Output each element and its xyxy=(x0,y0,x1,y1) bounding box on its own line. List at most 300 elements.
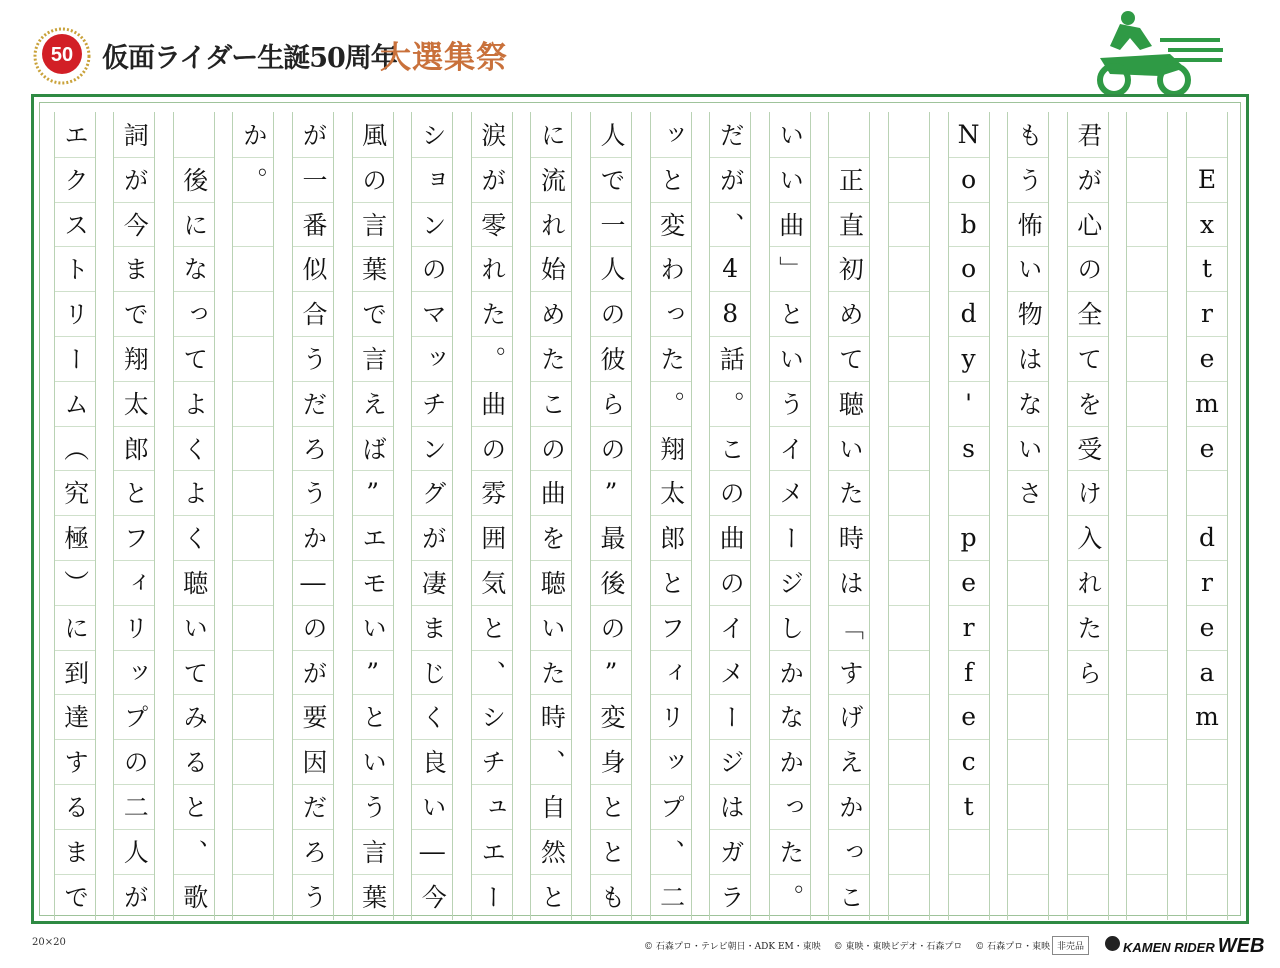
manuscript-cell xyxy=(1008,739,1048,783)
manuscript-cell xyxy=(1008,784,1048,828)
manuscript-cell: 流 xyxy=(531,157,571,201)
manuscript-cell xyxy=(233,784,273,828)
manuscript-cell: い xyxy=(829,426,869,470)
manuscript-cell xyxy=(233,381,273,425)
manuscript-cell: と xyxy=(174,784,214,828)
manuscript-cell: で xyxy=(114,291,154,335)
manuscript-cell xyxy=(1127,694,1167,738)
manuscript-cell: エ xyxy=(353,515,393,559)
manuscript-cell: か xyxy=(770,739,810,783)
manuscript-cell: s xyxy=(949,426,989,470)
manuscript-cell xyxy=(889,605,929,649)
manuscript-cell: ン xyxy=(412,426,452,470)
manuscript-cell: 究 xyxy=(55,470,95,514)
manuscript-cell: 聴 xyxy=(829,381,869,425)
manuscript-cell: 風 xyxy=(358,121,388,147)
manuscript-cell xyxy=(889,694,929,738)
manuscript-cell: N xyxy=(954,119,984,149)
manuscript-cell xyxy=(1187,739,1227,783)
manuscript-column xyxy=(1126,112,1168,920)
manuscript-cell xyxy=(233,605,273,649)
manuscript-cell xyxy=(1068,829,1108,873)
manuscript-cell: な xyxy=(174,246,214,290)
manuscript-cell xyxy=(1127,784,1167,828)
manuscript-cell: 零 xyxy=(472,202,512,246)
manuscript-cell: 人 xyxy=(591,246,631,290)
manuscript-cell: じ xyxy=(412,650,452,694)
manuscript-cell: 後 xyxy=(174,157,214,201)
manuscript-cell: い xyxy=(1008,426,1048,470)
manuscript-cell: い xyxy=(775,121,805,147)
manuscript-column xyxy=(828,112,870,920)
manuscript-cell: と xyxy=(651,157,691,201)
manuscript-cell: っ xyxy=(651,291,691,335)
manuscript-cell: 。 xyxy=(770,874,810,918)
manuscript-cell: 受 xyxy=(1068,426,1108,470)
manuscript-cell: れ xyxy=(1068,560,1108,604)
manuscript-cell: た xyxy=(531,336,571,380)
manuscript-cell: ー xyxy=(472,874,512,918)
manuscript-cell xyxy=(1187,470,1227,514)
manuscript-cell: y xyxy=(949,336,989,380)
manuscript-cell: 「 xyxy=(829,605,869,649)
manuscript-cell: で xyxy=(55,874,95,918)
manuscript-cell: 直 xyxy=(829,202,869,246)
manuscript-cell: 4 xyxy=(710,246,750,290)
manuscript-cell: い xyxy=(412,784,452,828)
manuscript-cell: ま xyxy=(412,605,452,649)
manuscript-cell: る xyxy=(55,784,95,828)
manuscript-cell: ュ xyxy=(472,784,512,828)
manuscript-cell: く xyxy=(174,426,214,470)
manuscript-cell xyxy=(1068,874,1108,918)
copyright-notices xyxy=(644,939,1060,952)
manuscript-cell: r xyxy=(1187,560,1227,604)
manuscript-cell: て xyxy=(174,650,214,694)
manuscript-cell: こ xyxy=(710,426,750,470)
manuscript-cell: の xyxy=(591,605,631,649)
manuscript-cell: 心 xyxy=(1068,202,1108,246)
manuscript-cell xyxy=(233,426,273,470)
manuscript-cell: の xyxy=(710,470,750,514)
manuscript-cell xyxy=(889,470,929,514)
manuscript-cell: 彼 xyxy=(591,336,631,380)
manuscript-cell: 言 xyxy=(353,829,393,873)
manuscript-cell: ろ xyxy=(293,426,333,470)
manuscript-cell xyxy=(889,515,929,559)
manuscript-cell xyxy=(889,381,929,425)
manuscript-cell: の xyxy=(1068,246,1108,290)
manuscript-column xyxy=(54,112,96,920)
grid-size-label: 20×20 xyxy=(32,937,66,948)
manuscript-cell: 番 xyxy=(293,202,333,246)
manuscript-column xyxy=(650,112,692,920)
manuscript-cell: e xyxy=(949,694,989,738)
manuscript-cell xyxy=(1127,829,1167,873)
manuscript-cell: 涙 xyxy=(477,121,507,147)
manuscript-cell: 怖 xyxy=(1008,202,1048,246)
manuscript-cell: れ xyxy=(531,202,571,246)
manuscript-cell: か xyxy=(770,650,810,694)
manuscript-cell: た xyxy=(651,336,691,380)
manuscript-cell: 翔 xyxy=(114,336,154,380)
manuscript-cell xyxy=(233,246,273,290)
manuscript-cell xyxy=(233,336,273,380)
manuscript-cell: プ xyxy=(651,784,691,828)
manuscript-cell: の xyxy=(472,426,512,470)
manuscript-cell: プ xyxy=(114,694,154,738)
manuscript-cell xyxy=(1127,739,1167,783)
manuscript-cell: リ xyxy=(55,291,95,335)
manuscript-cell: ” xyxy=(591,470,631,514)
manuscript-cell: 葉 xyxy=(353,246,393,290)
manuscript-cell: 初 xyxy=(829,246,869,290)
manuscript-cell xyxy=(1127,381,1167,425)
brand-web: WEB xyxy=(1217,935,1265,957)
manuscript-cell: d xyxy=(949,291,989,335)
manuscript-cell: 物 xyxy=(1008,291,1048,335)
manuscript-cell: メ xyxy=(710,650,750,694)
manuscript-cell: 気 xyxy=(472,560,512,604)
manuscript-cell: 、 xyxy=(174,829,214,873)
manuscript-cell: だ xyxy=(716,121,746,147)
manuscript-cell xyxy=(1008,829,1048,873)
manuscript-cell xyxy=(889,291,929,335)
manuscript-cell: 。 xyxy=(651,381,691,425)
manuscript-cell: の xyxy=(293,605,333,649)
manuscript-cell: い xyxy=(353,605,393,649)
manuscript-paper xyxy=(31,94,1249,924)
manuscript-cell: 極 xyxy=(55,515,95,559)
manuscript-cell: 二 xyxy=(114,784,154,828)
manuscript-grid xyxy=(39,102,1241,916)
manuscript-cell: 、 xyxy=(472,650,512,694)
manuscript-cell: o xyxy=(949,157,989,201)
manuscript-cell xyxy=(889,784,929,828)
manuscript-cell: 。 xyxy=(472,336,512,380)
manuscript-cell: ー xyxy=(55,336,95,380)
manuscript-cell: い xyxy=(531,605,571,649)
manuscript-cell: わ xyxy=(651,246,691,290)
manuscript-cell: こ xyxy=(531,381,571,425)
manuscript-cell xyxy=(233,202,273,246)
manuscript-cell: と xyxy=(591,829,631,873)
manuscript-cell: o xyxy=(949,246,989,290)
manuscript-cell: の xyxy=(531,426,571,470)
manuscript-cell: イ xyxy=(710,605,750,649)
manuscript-cell: 囲 xyxy=(472,515,512,559)
manuscript-cell: 曲 xyxy=(472,381,512,425)
manuscript-column xyxy=(1067,112,1109,920)
manuscript-cell: か xyxy=(829,784,869,828)
manuscript-cell xyxy=(889,739,929,783)
manuscript-cell: （ xyxy=(55,426,95,470)
manuscript-cell: と xyxy=(531,874,571,918)
manuscript-cell xyxy=(949,470,989,514)
manuscript-cell: う xyxy=(1008,157,1048,201)
manuscript-cell: 曲 xyxy=(710,515,750,559)
manuscript-cell: こ xyxy=(829,874,869,918)
manuscript-cell: 変 xyxy=(591,694,631,738)
manuscript-cell xyxy=(233,829,273,873)
manuscript-cell: の xyxy=(710,560,750,604)
manuscript-cell: 入 xyxy=(1068,515,1108,559)
manuscript-cell xyxy=(1187,829,1227,873)
manuscript-cell: だ xyxy=(293,381,333,425)
manuscript-cell: ― xyxy=(412,829,452,873)
manuscript-cell: m xyxy=(1187,381,1227,425)
manuscript-cell: E xyxy=(1187,157,1227,201)
manuscript-cell xyxy=(1127,246,1167,290)
manuscript-cell xyxy=(1127,605,1167,649)
manuscript-cell: ト xyxy=(55,246,95,290)
manuscript-column xyxy=(113,112,155,920)
manuscript-cell: る xyxy=(174,739,214,783)
manuscript-cell: ― xyxy=(293,560,333,604)
manuscript-cell: 始 xyxy=(531,246,571,290)
manuscript-cell: た xyxy=(472,291,512,335)
manuscript-cell: 似 xyxy=(293,246,333,290)
manuscript-cell: ' xyxy=(949,381,989,425)
manuscript-cell: ン xyxy=(412,202,452,246)
manuscript-cell: ッ xyxy=(412,336,452,380)
manuscript-column xyxy=(769,112,811,920)
manuscript-cell: の xyxy=(114,739,154,783)
manuscript-cell: e xyxy=(1187,605,1227,649)
manuscript-cell: っ xyxy=(174,291,214,335)
manuscript-cell: 、 xyxy=(531,739,571,783)
manuscript-column xyxy=(948,112,990,920)
manuscript-cell: が xyxy=(114,157,154,201)
manuscript-cell: ジ xyxy=(710,739,750,783)
manuscript-cell xyxy=(1127,650,1167,694)
manuscript-cell xyxy=(1008,560,1048,604)
manuscript-cell xyxy=(1127,874,1167,918)
manuscript-cell: え xyxy=(353,381,393,425)
manuscript-cell xyxy=(949,874,989,918)
manuscript-cell xyxy=(1187,784,1227,828)
manuscript-cell: い xyxy=(770,157,810,201)
manuscript-cell: r xyxy=(1187,291,1227,335)
manuscript-column xyxy=(1007,112,1049,920)
manuscript-column xyxy=(232,112,274,920)
manuscript-cell: 変 xyxy=(651,202,691,246)
manuscript-cell: a xyxy=(1187,650,1227,694)
not-for-sale-badge: 非売品 xyxy=(1052,936,1089,955)
manuscript-cell: エ xyxy=(472,829,512,873)
manuscript-cell: は xyxy=(710,784,750,828)
manuscript-cell: b xyxy=(949,202,989,246)
manuscript-cell xyxy=(889,112,929,156)
manuscript-column xyxy=(173,112,215,920)
manuscript-cell: エ xyxy=(60,121,90,147)
manuscript-cell: 翔 xyxy=(651,426,691,470)
manuscript-cell: 曲 xyxy=(531,470,571,514)
manuscript-cell: e xyxy=(949,560,989,604)
manuscript-cell xyxy=(233,560,273,604)
manuscript-cell xyxy=(1127,157,1167,201)
manuscript-cell: 聴 xyxy=(531,560,571,604)
manuscript-cell: 郎 xyxy=(114,426,154,470)
manuscript-cell: 曲 xyxy=(770,202,810,246)
manuscript-cell xyxy=(1127,560,1167,604)
manuscript-cell: く xyxy=(412,694,452,738)
manuscript-cell xyxy=(233,291,273,335)
manuscript-cell: ッ xyxy=(656,121,686,147)
manuscript-column xyxy=(292,112,334,920)
manuscript-cell: x xyxy=(1187,202,1227,246)
manuscript-cell: ガ xyxy=(710,829,750,873)
manuscript-cell xyxy=(889,246,929,290)
manuscript-cell: に xyxy=(174,202,214,246)
manuscript-cell: リ xyxy=(114,605,154,649)
manuscript-cell: く xyxy=(174,515,214,559)
manuscript-cell: い xyxy=(770,336,810,380)
rider-emblem-icon xyxy=(1105,936,1120,951)
manuscript-cell: だ xyxy=(293,784,333,828)
manuscript-cell: 自 xyxy=(531,784,571,828)
manuscript-cell: 良 xyxy=(412,739,452,783)
manuscript-cell: す xyxy=(55,739,95,783)
manuscript-cell: ー xyxy=(710,694,750,738)
manuscript-cell xyxy=(949,829,989,873)
manuscript-cell: が xyxy=(710,157,750,201)
manuscript-cell xyxy=(1068,694,1108,738)
manuscript-cell xyxy=(1187,874,1227,918)
manuscript-cell: の xyxy=(412,246,452,290)
manuscript-cell: ム xyxy=(55,381,95,425)
manuscript-cell: f xyxy=(949,650,989,694)
manuscript-cell: チ xyxy=(472,739,512,783)
copyright-2: © 東映・東映ビデオ・石森プロ xyxy=(833,942,963,952)
manuscript-cell: 後 xyxy=(591,560,631,604)
manuscript-cell: 全 xyxy=(1068,291,1108,335)
manuscript-cell: を xyxy=(1068,381,1108,425)
manuscript-cell: め xyxy=(829,291,869,335)
manuscript-cell xyxy=(1008,515,1048,559)
manuscript-cell: 到 xyxy=(55,650,95,694)
manuscript-cell xyxy=(1127,336,1167,380)
manuscript-cell: が xyxy=(114,874,154,918)
manuscript-cell: 、 xyxy=(710,202,750,246)
manuscript-cell: リ xyxy=(651,694,691,738)
manuscript-cell: ク xyxy=(55,157,95,201)
manuscript-cell: と xyxy=(591,784,631,828)
manuscript-cell xyxy=(1008,650,1048,694)
manuscript-cell: マ xyxy=(412,291,452,335)
manuscript-cell: 君 xyxy=(1073,121,1103,147)
manuscript-cell: 」 xyxy=(770,246,810,290)
manuscript-cell: メ xyxy=(770,470,810,514)
manuscript-cell: は xyxy=(829,560,869,604)
manuscript-cell: に xyxy=(55,605,95,649)
manuscript-cell: 二 xyxy=(651,874,691,918)
manuscript-cell: フ xyxy=(651,605,691,649)
manuscript-cell: て xyxy=(829,336,869,380)
manuscript-cell xyxy=(889,650,929,694)
manuscript-cell xyxy=(1068,784,1108,828)
manuscript-cell: 人 xyxy=(597,121,626,147)
manuscript-cell: し xyxy=(770,605,810,649)
manuscript-cell: も xyxy=(591,874,631,918)
manuscript-cell: う xyxy=(770,381,810,425)
manuscript-cell: 然 xyxy=(531,829,571,873)
manuscript-cell: t xyxy=(1187,246,1227,290)
page-subtitle: 大選集祭 xyxy=(380,40,508,76)
manuscript-column xyxy=(590,112,632,920)
manuscript-cell: が xyxy=(412,515,452,559)
manuscript-cell: 太 xyxy=(114,381,154,425)
manuscript-cell: 。 xyxy=(710,381,750,425)
manuscript-cell: み xyxy=(174,694,214,738)
manuscript-cell: れ xyxy=(472,246,512,290)
manuscript-cell: は xyxy=(1008,336,1048,380)
manuscript-cell: い xyxy=(1008,246,1048,290)
manuscript-cell: ） xyxy=(55,560,95,604)
manuscript-cell: に xyxy=(537,121,567,147)
manuscript-cell: 達 xyxy=(55,694,95,738)
manuscript-cell: e xyxy=(1187,336,1227,380)
manuscript-cell: の xyxy=(591,426,631,470)
manuscript-cell: て xyxy=(174,336,214,380)
manuscript-cell: と xyxy=(770,291,810,335)
manuscript-cell: 今 xyxy=(412,874,452,918)
manuscript-cell: 合 xyxy=(293,291,333,335)
manuscript-cell: 話 xyxy=(710,336,750,380)
manuscript-cell: か xyxy=(293,515,333,559)
manuscript-cell: を xyxy=(531,515,571,559)
manuscript-cell xyxy=(889,829,929,873)
manuscript-cell: た xyxy=(829,470,869,514)
manuscript-cell: た xyxy=(770,829,810,873)
manuscript-cell: け xyxy=(1068,470,1108,514)
manuscript-cell: も xyxy=(1014,121,1044,147)
manuscript-cell xyxy=(1127,426,1167,470)
manuscript-cell: た xyxy=(1068,605,1108,649)
manuscript-cell: モ xyxy=(353,560,393,604)
manuscript-cell: 正 xyxy=(829,157,869,201)
manuscript-cell: シ xyxy=(472,694,512,738)
manuscript-cell: 言 xyxy=(353,336,393,380)
manuscript-cell xyxy=(1008,694,1048,738)
manuscript-cell xyxy=(233,650,273,694)
manuscript-cell: と xyxy=(651,560,691,604)
manuscript-cell: d xyxy=(1187,515,1227,559)
manuscript-cell: げ xyxy=(829,694,869,738)
manuscript-cell xyxy=(889,202,929,246)
manuscript-column xyxy=(411,112,453,920)
manuscript-cell: 最 xyxy=(591,515,631,559)
manuscript-cell: t xyxy=(949,784,989,828)
manuscript-column xyxy=(471,112,513,920)
manuscript-cell: ま xyxy=(114,246,154,290)
manuscript-cell: い xyxy=(174,605,214,649)
manuscript-cell: ッ xyxy=(651,739,691,783)
manuscript-cell xyxy=(1008,874,1048,918)
manuscript-cell: ィ xyxy=(651,650,691,694)
manuscript-cell: ら xyxy=(591,381,631,425)
manuscript-cell: な xyxy=(770,694,810,738)
manuscript-cell: ” xyxy=(353,650,393,694)
manuscript-cell: ジ xyxy=(770,560,810,604)
manuscript-cell: ス xyxy=(55,202,95,246)
kamen-rider-web-logo xyxy=(1105,930,1265,958)
manuscript-cell: ば xyxy=(353,426,393,470)
manuscript-cell: ラ xyxy=(710,874,750,918)
page-title: 仮面ライダー生誕50周年 xyxy=(102,43,397,74)
manuscript-cell: と xyxy=(472,605,512,649)
manuscript-cell xyxy=(1068,739,1108,783)
